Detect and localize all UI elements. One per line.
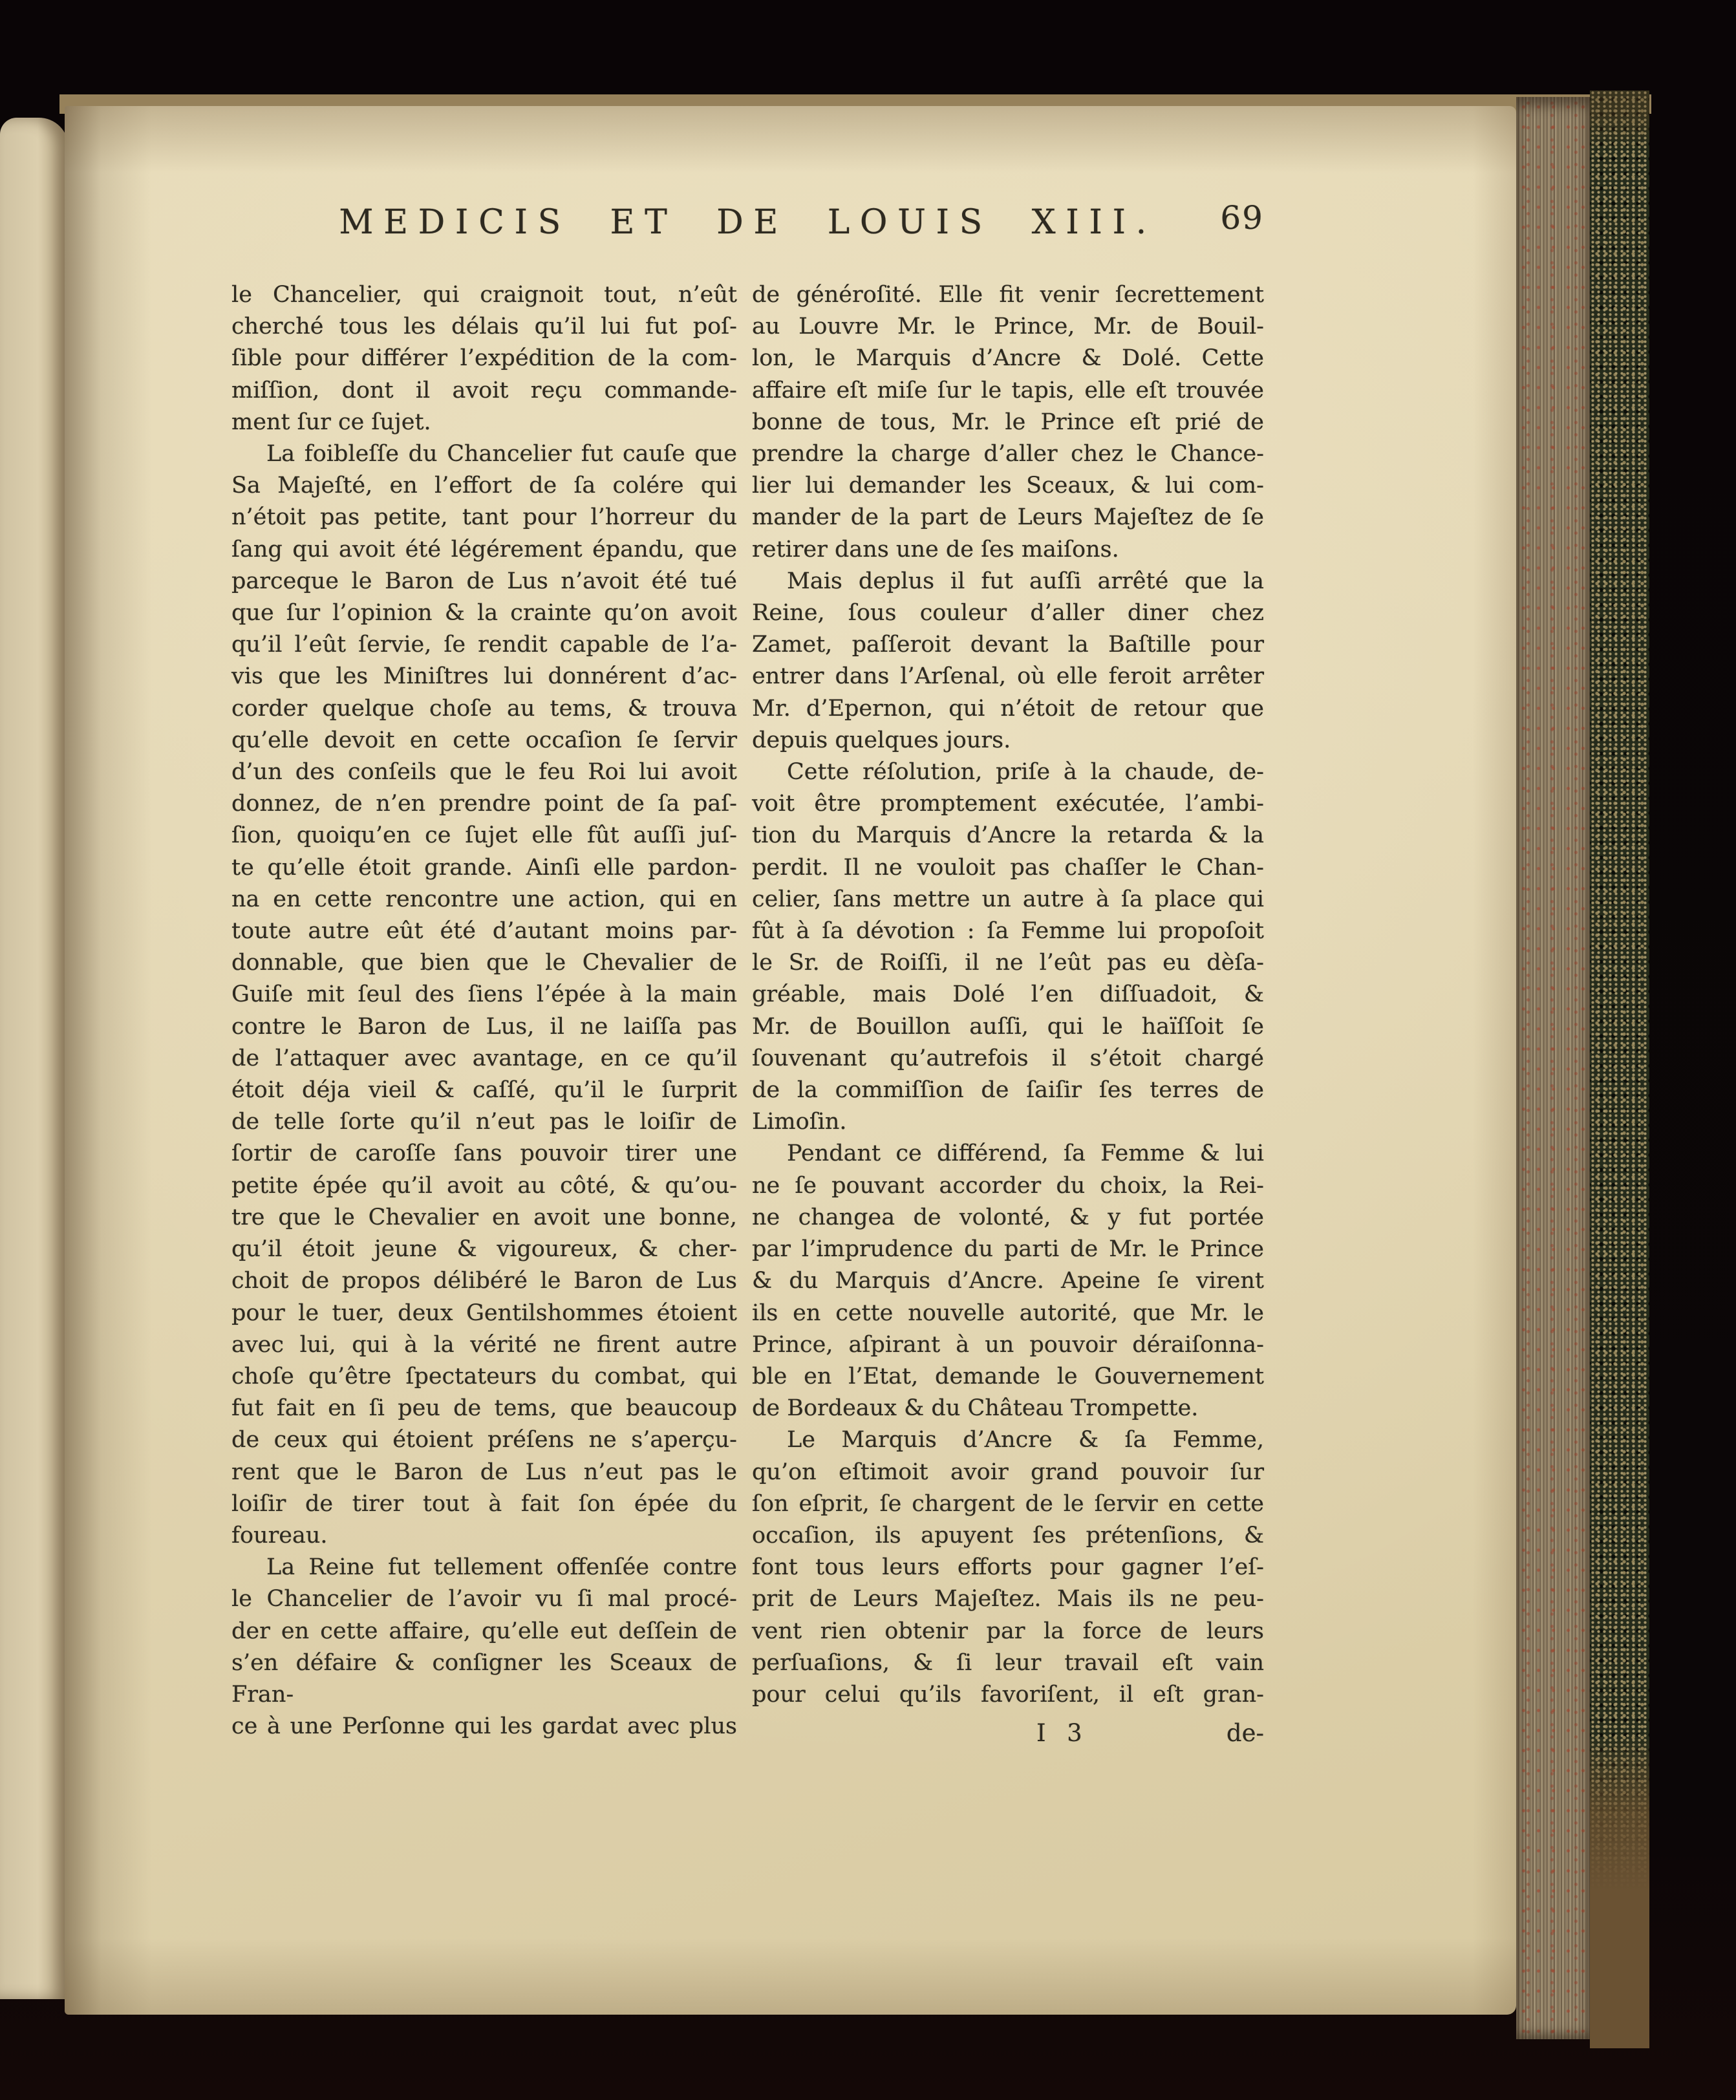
text-line: petite épée qu’il avoit au côté, & qu’ou- — [231, 1172, 737, 1199]
text-line: ble en l’Etat, demande le Gouvernement — [752, 1363, 1264, 1389]
text-line: entrer dans l’Arſenal, où elle feroit arrêter — [752, 663, 1264, 690]
text-line: tion du Marquis d’Ancre la retarda & la — [752, 822, 1264, 849]
text-column-right — [752, 279, 1264, 1711]
text-line: loiſir de tirer tout à fait ſon épée du — [231, 1490, 737, 1517]
text-line: ſible pour différer l’expédition de la com- — [231, 345, 737, 372]
text-line: ſang qui avoit été légérement épandu, que — [231, 536, 737, 562]
text-line: de Bordeaux & du Château Trompette. — [752, 1395, 1199, 1422]
text-line: Guiſe mit ſeul des ſiens l’épée à la main — [231, 981, 737, 1008]
gathering-signature: I 3 — [1036, 1719, 1089, 1747]
text-line: retirer dans une de ſes maiſons. — [752, 536, 1119, 562]
text-line: Limoſin. — [752, 1109, 847, 1135]
text-line: au Louvre Mr. le Prince, Mr. de Bouil- — [752, 314, 1264, 340]
text-line: vent rien obtenir par la force de leurs — [752, 1618, 1264, 1644]
text-line: le Sr. de Roiſſi, il ne l’eût pas eu dèſa- — [752, 950, 1264, 976]
text-line: de ceux qui étoient préſens ne s’aperçu- — [231, 1427, 737, 1453]
text-line: que ſur l’opinion & la crainte qu’on avoit — [231, 600, 737, 627]
text-line: donnez, de n’en prendre point de ſa paſ- — [231, 791, 737, 817]
text-line: parceque le Baron de Lus n’avoit été tué — [231, 568, 737, 594]
text-line: Prince, aſpirant à un pouvoir déraiſonna- — [752, 1331, 1264, 1358]
text-line: Reine, ſous couleur d’aller diner chez — [752, 600, 1264, 627]
text-line: de telle ſorte qu’il n’eut pas le loiſir de — [231, 1109, 737, 1135]
page-number: 69 — [1220, 199, 1264, 237]
text-line: corder quelque choſe au tems, & trouva — [231, 695, 737, 722]
text-line: Mr. de Bouillon auſſi, qui le haïſſoit ſe — [752, 1013, 1264, 1040]
text-line: qu’on eſtimoit avoir grand pouvoir ſur — [752, 1459, 1264, 1485]
text-line: te qu’elle étoit grande. Ainſi elle pardon- — [231, 854, 737, 881]
text-line: avec lui, qui à la vérité ne firent autre — [231, 1331, 737, 1358]
text-line: Pendant ce différend, ſa Femme & lui — [787, 1141, 1264, 1167]
text-line: ne ſe pouvant accorder du choix, la Rei- — [752, 1172, 1264, 1199]
text-line: Mr. d’Epernon, qui n’étoit de retour que — [752, 695, 1264, 722]
text-line: gréable, mais Dolé l’en diſſuadoit, & — [752, 981, 1264, 1008]
text-line: der en cette affaire, qu’elle eut deſſein de — [231, 1618, 737, 1644]
text-line: tre que le Chevalier en avoit une bonne, — [231, 1204, 737, 1230]
text-line: toute autre eût été d’autant moins par- — [231, 918, 737, 945]
text-line: perdit. Il ne vouloit pas chaſſer le Chan- — [752, 854, 1264, 881]
text-line: contre le Baron de Lus, il ne laiſſa pas — [231, 1013, 737, 1040]
text-line: foureau. — [231, 1522, 328, 1548]
text-line: ſon eſprit, ſe chargent de le ſervir en cette — [752, 1490, 1264, 1517]
text-line: choit de propos délibéré le Baron de Lus — [231, 1268, 737, 1294]
text-line: ment ſur ce ſujet. — [231, 409, 431, 435]
text-line: de généroſité. Elle fit venir ſecrettement — [752, 282, 1264, 308]
text-line: choſe qu’être ſpectateurs du combat, qui — [231, 1363, 737, 1389]
fore-edge-pages — [1516, 97, 1590, 2039]
text-line: vis que les Miniſtres lui donnérent d’ac- — [231, 663, 737, 690]
text-line: s’en défaire & conſigner les Sceaux de Fran- — [231, 1649, 737, 1708]
text-line: La foibleſſe du Chancelier fut cauſe que — [266, 441, 737, 467]
book-page — [65, 106, 1516, 2015]
text-line: occaſion, ils apuyent ſes prétenſions, & — [752, 1522, 1264, 1548]
text-line: pour le tuer, deux Gentilshommes étoient — [231, 1300, 737, 1326]
marbled-board — [1590, 91, 1649, 2048]
text-line: étoit déja vieil & caſſé, qu’il le ſurprit — [231, 1077, 737, 1104]
text-line: ce à une Perſonne qui les gardat avec plus — [231, 1713, 737, 1740]
text-line: bonne de tous, Mr. le Prince eſt prié de — [752, 409, 1264, 435]
text-line: qu’elle devoit en cette occaſion ſe ſervir — [231, 727, 737, 753]
text-line: lon, le Marquis d’Ancre & Dolé. Cette — [752, 345, 1264, 372]
text-line: rent que le Baron de Lus n’eut pas le — [231, 1459, 737, 1485]
text-line: fût à ſa dévotion : ſa Femme lui propoſoit — [752, 918, 1264, 945]
text-line: n’étoit pas petite, tant pour l’horreur du — [231, 504, 737, 531]
text-line: perſuaſions, & ſi leur travail eſt vain — [752, 1649, 1264, 1676]
text-line: miſſion, dont il avoit reçu commande- — [231, 377, 737, 403]
page-title: MEDICIS ET DE LOUIS XIII. — [339, 203, 1157, 242]
text-line: Le Marquis d’Ancre & ſa Femme, — [787, 1427, 1264, 1453]
text-line: ſouvenant qu’autrefois il s’étoit chargé — [752, 1045, 1264, 1071]
text-line: font tous leurs efforts pour gagner l’eſ- — [752, 1554, 1264, 1581]
text-line: na en cette rencontre une action, qui en — [231, 886, 737, 912]
text-line: fut fait en ſi peu de tems, que beaucoup — [231, 1395, 737, 1422]
previous-page-edge — [0, 118, 69, 1999]
text-line: par l’imprudence du parti de Mr. le Prince — [752, 1236, 1264, 1263]
text-line: depuis quelques jours. — [752, 727, 1011, 753]
text-line: cherché tous les délais qu’il lui fut poſ- — [231, 314, 737, 340]
text-line: qu’il étoit jeune & vigoureux, & cher- — [231, 1236, 737, 1263]
text-line: ſion, quoiqu’en ce ſujet elle fût auſſi juſ- — [231, 822, 737, 849]
text-line: voit être promptement exécutée, l’ambi- — [752, 791, 1264, 817]
text-line: & du Marquis d’Ancre. Apeine ſe virent — [752, 1268, 1264, 1294]
text-line: ne changea de volonté, & y fut portée — [752, 1204, 1264, 1230]
text-line: de l’attaquer avec avantage, en ce qu’il — [231, 1045, 737, 1071]
text-line: prendre la charge d’aller chez le Chance- — [752, 441, 1264, 467]
catchword: de- — [1226, 1719, 1264, 1747]
text-line: Mais deplus il fut auſſi arrêté que la — [787, 568, 1264, 594]
text-line: le Chancelier de l’avoir vu ſi mal procé- — [231, 1586, 737, 1612]
text-line: lier lui demander les Sceaux, & lui com- — [752, 473, 1264, 499]
running-header — [231, 193, 1264, 252]
text-line: donnable, que bien que le Chevalier de — [231, 950, 737, 976]
text-line: pour celui qu’ils favoriſent, il eſt gran- — [752, 1681, 1264, 1708]
text-line: prit de Leurs Majeſtez. Mais ils ne peu- — [752, 1586, 1264, 1612]
text-line: Zamet, paſſeroit devant la Baſtille pour — [752, 632, 1264, 658]
text-line: Sa Majeſté, en l’effort de ſa colére qui — [231, 473, 737, 499]
text-line: ſortir de caroſſe ſans pouvoir tirer une — [231, 1141, 737, 1167]
text-line: La Reine fut tellement offenſée contre — [266, 1554, 737, 1581]
text-line: celier, ſans mettre un autre à ſa place qui — [752, 886, 1264, 912]
text-line: ils en cette nouvelle autorité, que Mr. le — [752, 1300, 1264, 1326]
text-line: qu’il l’eût ſervie, ſe rendit capable de l’a- — [231, 632, 737, 658]
text-line: le Chancelier, qui craignoit tout, n’eût — [231, 282, 737, 308]
text-line: Cette réſolution, priſe à la chaude, de- — [787, 759, 1264, 786]
text-column-left — [231, 279, 737, 1742]
signature-line — [752, 1717, 1264, 1750]
text-line: affaire eſt miſe ſur le tapis, elle eſt trouvée — [752, 377, 1264, 403]
text-line: mander de la part de Leurs Majeſtez de ſe — [752, 504, 1264, 531]
text-line: d’un des conſeils que le feu Roi lui avoit — [231, 759, 737, 786]
text-line: de la commiſſion de ſaiſir ſes terres de — [752, 1077, 1264, 1104]
